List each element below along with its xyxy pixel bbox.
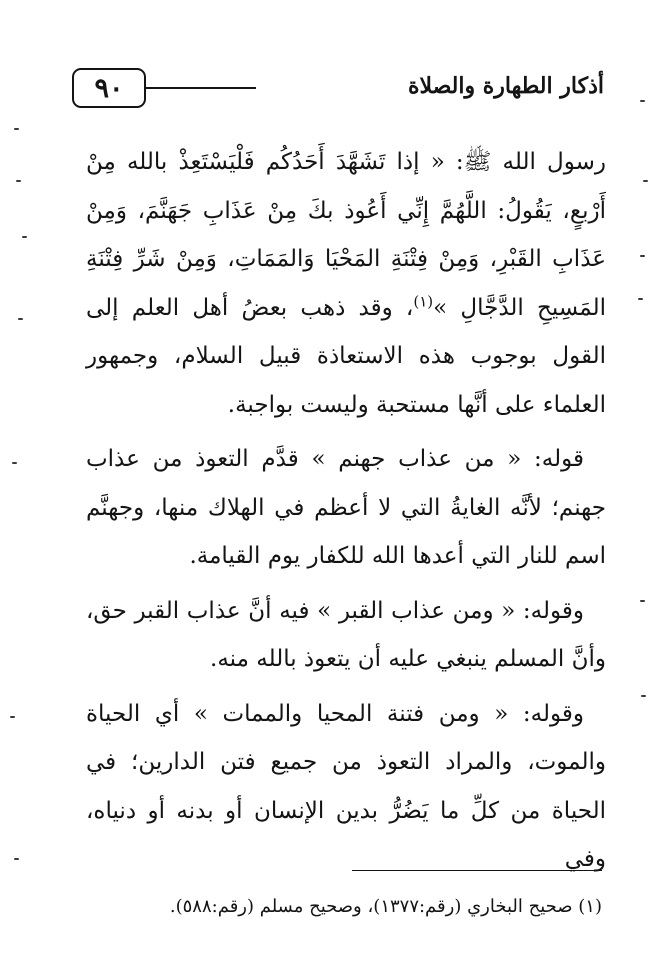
margin-speck [22, 236, 27, 238]
margin-speck [640, 255, 645, 257]
paragraph-3: وقوله: « ومن عذاب القبر » فيه أنَّ عذاب القبر حق، وأنَّ المسلم ينبغي عليه أن يتعوذ بالله منه. [86, 597, 606, 672]
margin-speck [641, 695, 646, 697]
main-text [86, 138, 606, 890]
footnote-divider [352, 870, 602, 871]
running-title: أذكار الطهارة والصلاة [407, 73, 604, 99]
margin-speck [14, 128, 19, 130]
paragraph-2: قوله: « من عذاب جهنم » قدَّم التعوذ من عذاب جهنم؛ لأنَّه الغايةُ التي لا أعظم في الهلاك منها، وجهنَّم اسم للنار التي أعدها الله للكفار يوم القيامة. [86, 446, 606, 569]
margin-speck [643, 180, 648, 182]
margin-speck [18, 318, 23, 320]
margin-speck [640, 100, 645, 102]
page-header [72, 68, 604, 112]
margin-speck [640, 600, 645, 602]
paragraph-4: وقوله: « ومن فتنة المحيا والممات » أي الحياة والموت، والمراد التعوذ من جميع فتن الدارين؛ في الحياة من كلِّ ما يَضُرُّ بدين الإنسان أو بدنه أو دنياه، وفي [86, 700, 606, 872]
page-number: ٩٠ [72, 68, 146, 108]
paragraph-1 [86, 138, 606, 429]
footnote-reference: (١) [413, 291, 434, 310]
paragraph-1-text-continued: ، وقد ذهب بعضُ أهل العلم إلى القول بوجوب هذه الاستعاذة قبيل السلام، وجمهور العلماء على أنَّها مستحبة وليست بواجبة. [86, 294, 606, 418]
paragraph-1-text: رسول الله ﷺ: « إذا تَشَهَّدَ أَحَدُكُم فَلْيَسْتَعِذْ بالله مِنْ أَرْبعٍ، يَقُولُ: اللَّهُمَّ إِنِّي أَعُوذ بكَ مِنْ عَذَابِ جَهَنَّمَ، وَمِنْ عَذَابِ القَبْرِ، وَمِنْ فِتْنَةِ المَحْيَا وَالمَمَاتِ، وَمِنْ شَرِّ فِتْنَةِ المَسِيحِ الدَّجَّالِ » [86, 149, 606, 321]
margin-speck [16, 180, 21, 182]
margin-speck [12, 462, 17, 464]
margin-speck [10, 716, 15, 718]
margin-speck [638, 298, 643, 300]
footnote: (١) صحيح البخاري (رقم:١٣٧٧)، وصحيح مسلم (رقم:٥٨٨). [169, 896, 602, 917]
margin-speck [14, 858, 19, 860]
header-divider [146, 87, 256, 89]
